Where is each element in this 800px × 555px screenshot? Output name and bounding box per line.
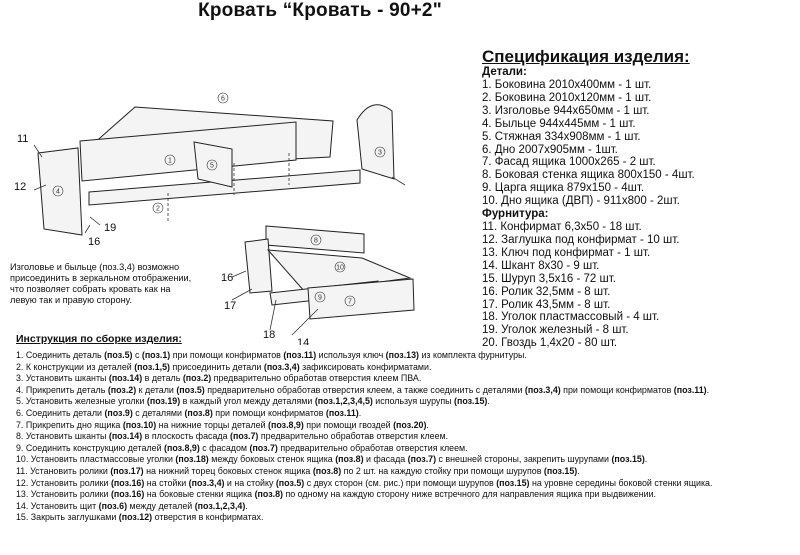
- instruction-step: [16, 512, 794, 524]
- list-item: 4. Быльце 944х445мм - 1 шт.: [482, 117, 636, 130]
- instruction-ref: (поз.10): [122, 419, 157, 430]
- specification-block: [482, 47, 792, 350]
- instruction-ref: (поз.1): [141, 350, 171, 360]
- list-item: 1. Боковина 2010х400мм - 1 шт.: [482, 79, 652, 91]
- instruction-text: .: [426, 419, 429, 430]
- instruction-text: .: [245, 500, 248, 511]
- note-line: присоединить в зеркальном отображении,: [10, 273, 192, 283]
- instruction-ref: (поз.15): [543, 465, 578, 476]
- instruction-text: .: [644, 454, 648, 465]
- part-4-footboard: [38, 148, 82, 235]
- instruction-text: используя ключ: [316, 350, 386, 360]
- note-line: что позволяет собрать кровать как на: [10, 284, 171, 294]
- hardware-heading: Фурнитура:: [482, 208, 549, 221]
- instruction-text: отверстия в конфирматах.: [152, 512, 264, 523]
- instruction-text: .: [706, 384, 710, 395]
- instruction-text: предварительно обработав отверстия клеем.: [258, 431, 449, 442]
- instruction-step: [16, 478, 794, 490]
- instruction-text: и фасада: [363, 454, 408, 465]
- callout-12: 12: [14, 181, 27, 193]
- instruction-text: на уровне середины боковой стенки ящика.: [529, 477, 713, 488]
- instruction-ref: (поз.14): [108, 373, 143, 384]
- instructions-list: [16, 350, 794, 524]
- instruction-step: [16, 362, 794, 374]
- instruction-ref: (поз.1,2,3,4): [194, 500, 246, 511]
- instruction-text: 3. Установить шканты: [16, 373, 109, 384]
- note-line: левую так и правую сторону.: [10, 295, 132, 305]
- list-item: 14. Шкант 8х30 - 9 шт.: [482, 259, 600, 272]
- instruction-text: предварительно обработав отверстия клеем, а также соединить с деталями: [204, 384, 525, 395]
- instruction-text: к детали: [136, 384, 177, 395]
- part-num-10: 10: [336, 264, 344, 272]
- callout-16b: 16: [221, 272, 234, 284]
- list-item: 12. Заглушка под конфирмат - 10 шт.: [482, 233, 680, 246]
- instruction-ref: (поз.3,4): [188, 477, 225, 488]
- instruction-ref: (поз.8,9): [268, 419, 304, 430]
- instruction-ref: (поз.18): [175, 454, 209, 465]
- instruction-text: 1. Соединить деталь: [16, 350, 105, 360]
- part-num-8: 8: [314, 237, 318, 245]
- instruction-text: используя шурупы: [372, 396, 455, 407]
- list-item: 9. Царга ящика 879х150 - 4шт.: [482, 182, 645, 195]
- list-item: 18. Уголок пластмассовый - 4 шт.: [482, 311, 660, 324]
- instruction-text: с фасадом: [199, 442, 250, 453]
- instruction-text: по 2 шт. на каждую стойку при помощи шурупов: [341, 465, 544, 476]
- instruction-text: на нижний торец боковых стенок ящика: [143, 465, 313, 476]
- instruction-text: с внешней стороны, закрепить шурупами: [436, 454, 612, 465]
- list-item: 11. Конфирмат 6,3х50 - 18 шт.: [482, 221, 642, 234]
- instruction-ref: (поз.15): [611, 454, 645, 465]
- instruction-ref: (поз.7): [407, 454, 437, 465]
- part-num-4: 4: [56, 188, 60, 196]
- instruction-ref: (поз.2): [107, 384, 137, 395]
- callout-18: 18: [263, 329, 276, 341]
- parts-heading: Детали:: [482, 66, 527, 78]
- part-num-3: 3: [378, 149, 382, 157]
- instruction-text: между боковых стенок ящика: [208, 454, 336, 465]
- instruction-step: [16, 466, 794, 478]
- instruction-text: 7. Прикрепить дно ящика: [16, 419, 123, 430]
- callout-11: 11: [17, 133, 29, 145]
- instruction-text: предварительно обработав отверстия клеем ПВА.: [211, 373, 422, 384]
- instruction-ref: (поз.7): [230, 431, 259, 442]
- instruction-text: 10. Установить пластмассовые уголки: [16, 454, 176, 465]
- instruction-ref: (поз.14): [108, 431, 143, 442]
- instruction-text: на боковые стенки ящика: [144, 489, 255, 500]
- instruction-text: 14. Установить щит: [16, 500, 99, 511]
- instruction-ref: (поз.3,4): [524, 384, 561, 395]
- instruction-ref: (поз.11): [325, 407, 359, 418]
- instruction-text: 6. Соединить детали: [16, 407, 105, 418]
- instruction-ref: (поз.8): [184, 407, 213, 418]
- instruction-text: на нижние торцы деталей: [156, 419, 269, 430]
- instruction-ref: (поз.12): [118, 512, 153, 523]
- instruction-text: и на стойку: [224, 477, 276, 488]
- part-num-5: 5: [210, 162, 214, 170]
- instruction-text: 12. Установить ролики: [16, 477, 111, 488]
- instruction-text: 13. Установить ролики: [16, 489, 111, 500]
- instruction-text: 8. Установить шканты: [16, 431, 109, 442]
- part-num-7: 7: [348, 298, 352, 306]
- mirror-note: [10, 262, 225, 306]
- instruction-text: в каждый угол между деталями: [180, 396, 315, 407]
- instruction-step: [16, 489, 794, 501]
- instruction-step: [16, 420, 794, 432]
- instruction-ref: (поз.8): [312, 465, 342, 476]
- instruction-text: 2. К конструкции из деталей: [16, 361, 135, 372]
- instruction-step: [16, 408, 794, 420]
- instruction-text: .: [358, 407, 362, 418]
- instruction-text: присоединить детали: [170, 361, 264, 372]
- instruction-step: [16, 385, 794, 397]
- instruction-step: [16, 454, 794, 466]
- instruction-step: [16, 396, 794, 408]
- list-item: 15. Шуруп 3,5х16 - 72 шт.: [482, 272, 616, 285]
- instruction-ref: (поз.2): [182, 373, 212, 384]
- instruction-ref: (поз.3,4): [263, 361, 300, 372]
- instruction-text: при помощи конфирматов: [170, 350, 284, 360]
- callout-17: 17: [224, 300, 237, 312]
- instruction-ref: (поз.8,9): [164, 442, 200, 453]
- part-num-6: 6: [221, 95, 225, 103]
- instruction-text: с двух сторон (см. рис.) при помощи шурупов: [304, 477, 497, 488]
- list-item: 16. Ролик 32,5мм - 8 шт.: [482, 285, 611, 298]
- spec-heading: Спецификация изделия:: [482, 47, 690, 66]
- instruction-step: [16, 501, 794, 513]
- instruction-ref: (поз.15): [454, 396, 488, 407]
- instruction-text: с деталями: [132, 407, 185, 418]
- instruction-ref: (поз.1,2,3,4,5): [314, 396, 373, 407]
- instruction-ref: (поз.9): [104, 407, 133, 418]
- list-item: 13. Ключ под конфирмат - 1 шт.: [482, 246, 651, 259]
- instruction-text: из комплекта фурнитуры.: [419, 350, 527, 360]
- instruction-text: в деталь: [142, 373, 183, 384]
- instruction-ref: (поз.20): [393, 419, 427, 430]
- list-item: 6. Дно 2007х905мм - 1шт.: [482, 143, 618, 156]
- instruction-text: между деталей: [127, 500, 195, 511]
- instruction-text: 11. Установить ролики: [16, 465, 111, 476]
- callout-14: 14: [297, 337, 310, 345]
- list-item: 3. Изголовье 944х650мм - 1 шт.: [482, 104, 650, 117]
- part-num-2: 2: [156, 205, 160, 213]
- document-title: Кровать “Кровать - 90+2": [198, 0, 442, 21]
- instruction-ref: (поз.11): [673, 384, 707, 395]
- list-item: 17. Ролик 43,5мм - 8 шт.: [482, 298, 611, 311]
- instruction-ref: (поз.17): [110, 465, 144, 476]
- drawer-left-wall: [245, 239, 272, 293]
- instruction-text: предварительно обработав отверстия клеем.: [277, 442, 468, 453]
- instruction-step: [16, 443, 794, 455]
- instruction-ref: (поз.8): [335, 454, 364, 465]
- parts-list: [482, 79, 792, 208]
- hardware-list: [482, 221, 792, 350]
- instruction-text: с: [132, 350, 142, 360]
- part-3-headboard: [357, 105, 394, 179]
- list-item: 20. Гвоздь 1,4х20 - 80 шт.: [482, 337, 618, 350]
- instruction-ref: (поз.11): [283, 350, 317, 360]
- instruction-ref: (поз.1,5): [134, 361, 170, 372]
- instruction-text: 9. Соединить конструкцию деталей: [16, 442, 165, 453]
- part-num-9: 9: [318, 294, 322, 302]
- instruction-text: по одному на каждую сторону ниже встречного для направления ящика при выдвижении.: [282, 489, 657, 500]
- instruction-ref: (поз.19): [146, 396, 181, 407]
- instruction-ref: (поз.13): [385, 350, 419, 360]
- instruction-ref: (поз.5): [275, 477, 305, 488]
- list-item: 2. Боковина 2010х120мм - 1 шт.: [482, 91, 652, 104]
- instruction-text: на стойки: [144, 477, 189, 488]
- instruction-step: [16, 373, 794, 385]
- instruction-text: при помощи гвоздей: [303, 419, 394, 430]
- list-item: 7. Фасад ящика 1000х265 - 2 шт.: [482, 156, 656, 169]
- list-item: 19. Уголок железный - 8 шт.: [482, 324, 629, 337]
- instruction-text: .: [487, 396, 490, 407]
- instruction-ref: (поз.8): [254, 489, 283, 500]
- instruction-text: .: [577, 465, 580, 476]
- instruction-text: в плоскость фасада: [142, 431, 230, 442]
- list-item: 5. Стяжная 334х908мм - 1 шт.: [482, 130, 641, 143]
- callout-19: 19: [104, 222, 117, 234]
- instruction-text: 5. Установить железные уголки: [16, 396, 147, 407]
- instruction-ref: (поз.5): [104, 350, 133, 360]
- instruction-text: при помощи конфирматов: [560, 384, 674, 395]
- instruction-ref: (поз.16): [110, 477, 145, 488]
- list-item: 10. Дно ящика (ДВП) - 911х800 - 2шт.: [482, 195, 680, 208]
- instruction-ref: (поз.6): [98, 500, 128, 511]
- part-num-1: 1: [168, 157, 172, 165]
- note-line: Изголовье и быльце (поз.3,4) возможно: [10, 262, 180, 272]
- instruction-text: 4. Прикрепить деталь: [16, 384, 108, 395]
- instruction-ref: (поз.7): [249, 442, 278, 453]
- list-item: 8. Боковая стенка ящика 800х150 - 4шт.: [482, 169, 695, 182]
- callout-16a: 16: [88, 236, 101, 248]
- instruction-text: при помощи конфирматов: [212, 407, 326, 418]
- instruction-ref: (поз.15): [496, 477, 530, 488]
- instruction-text: 15. Закрыть заглушками: [16, 512, 119, 523]
- instruction-step: [16, 350, 794, 362]
- instructions-heading: Инструкция по сборке изделия:: [16, 333, 182, 345]
- instruction-text: зафиксировать конфирматами.: [299, 361, 432, 372]
- instruction-step: [16, 431, 794, 443]
- instruction-ref: (поз.5): [176, 384, 205, 395]
- instruction-ref: (поз.16): [110, 489, 145, 500]
